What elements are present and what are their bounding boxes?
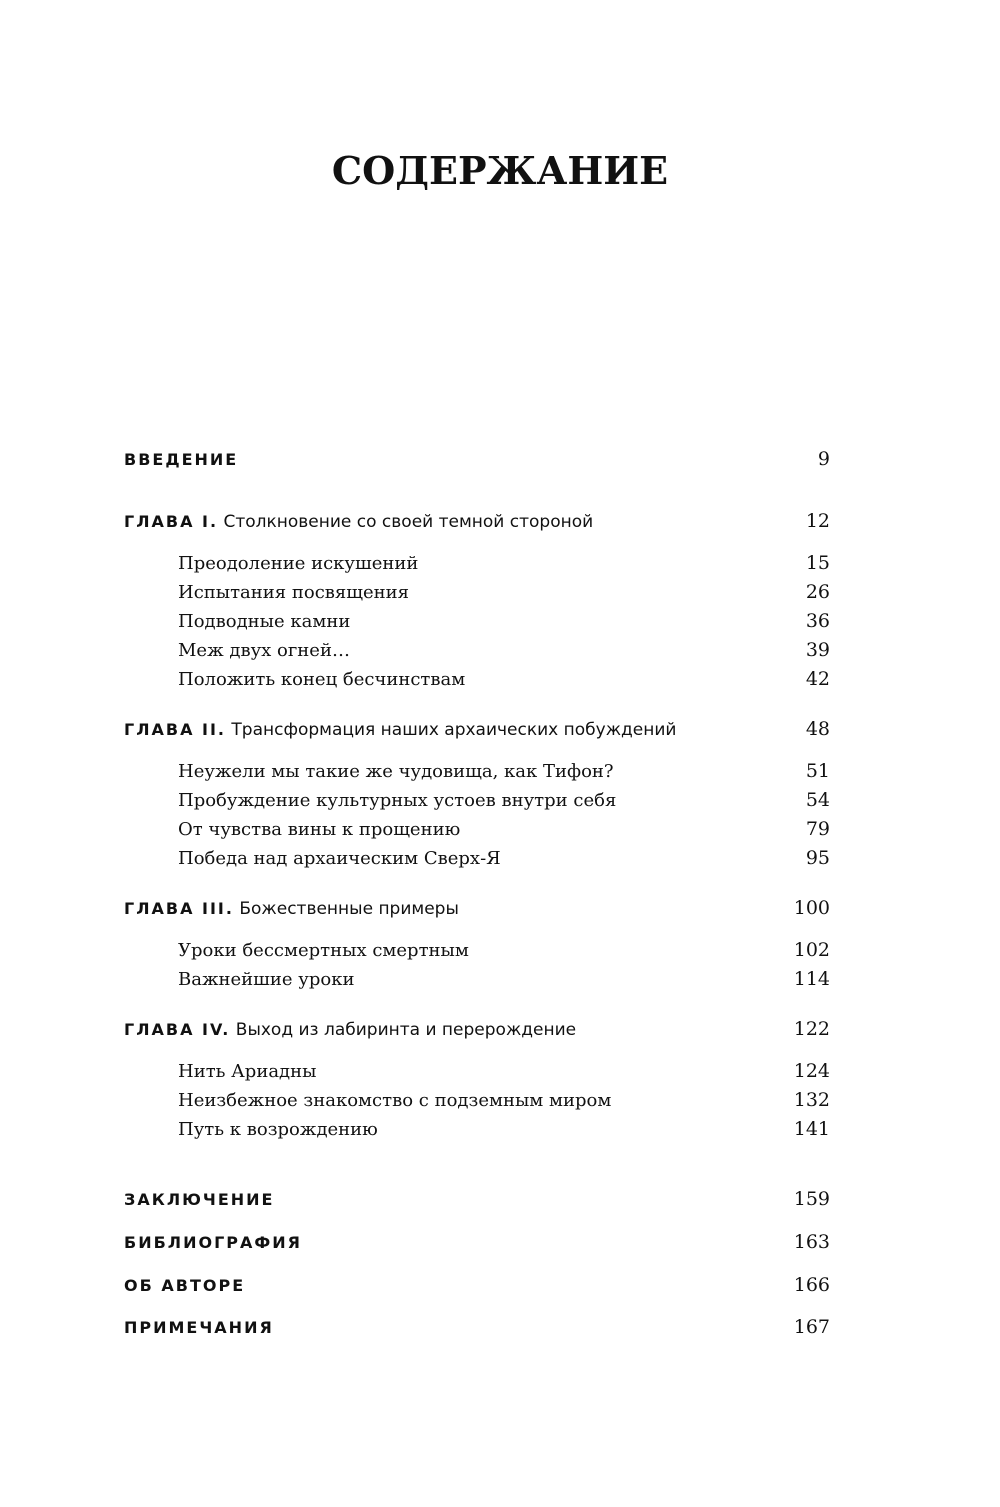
page-number: 124 xyxy=(793,1060,830,1082)
intro-label: ВВЕДЕНИЕ xyxy=(124,450,239,469)
entry-label: ОБ АВТОРЕ xyxy=(124,1276,246,1295)
section-title: Неизбежное знакомство с подземным миром xyxy=(178,1090,612,1111)
section-title: Пробуждение культурных устоев внутри себя xyxy=(178,790,617,811)
toc-entry-section[interactable] xyxy=(178,847,830,877)
entry-label: ПРИМЕЧАНИЯ xyxy=(124,1318,274,1337)
page-number: 163 xyxy=(793,1231,830,1253)
toc-entry-chapter-4[interactable] xyxy=(124,1018,830,1048)
page-number: 54 xyxy=(805,789,830,811)
page-number: 48 xyxy=(805,718,830,740)
toc-title: СОДЕРЖАНИЕ xyxy=(331,148,669,193)
toc-entry-chapter-2[interactable] xyxy=(124,718,830,748)
toc-entry-section[interactable] xyxy=(178,818,830,848)
chapter-title: Выход из лабиринта и перерождение xyxy=(235,1020,577,1040)
page-number: 114 xyxy=(793,968,830,990)
section-title: Меж двух огней… xyxy=(178,640,350,661)
page-number: 159 xyxy=(793,1188,830,1210)
entry-label: ЗАКЛЮЧЕНИЕ xyxy=(124,1190,275,1209)
toc-entry-intro[interactable] xyxy=(124,448,830,478)
toc-entry-section[interactable] xyxy=(178,1089,830,1119)
section-title: От чувства вины к прощению xyxy=(178,819,461,840)
section-title: Положить конец бесчинствам xyxy=(178,669,466,690)
toc-entry-section[interactable] xyxy=(178,610,830,640)
section-title: Нить Ариадны xyxy=(178,1061,317,1082)
page-number: 42 xyxy=(805,668,830,690)
chapter-label: ГЛАВА IV. xyxy=(124,1020,231,1039)
page-number: 39 xyxy=(805,639,830,661)
toc-entry-chapter-1[interactable] xyxy=(124,510,830,540)
page-number: 102 xyxy=(793,939,830,961)
page-number: 100 xyxy=(793,897,830,919)
chapter-label: ГЛАВА III. xyxy=(124,899,234,918)
page-number: 51 xyxy=(805,760,830,782)
chapter-label: ГЛАВА I. xyxy=(124,512,219,531)
section-title: Важнейшие уроки xyxy=(178,969,355,990)
section-title: Преодоление искушений xyxy=(178,553,419,574)
page-number: 122 xyxy=(793,1018,830,1040)
page-number: 132 xyxy=(793,1089,830,1111)
toc-entry-section[interactable] xyxy=(178,939,830,969)
page-number: 15 xyxy=(805,552,830,574)
toc-entry-section[interactable] xyxy=(178,639,830,669)
section-title: Уроки бессмертных смертным xyxy=(178,940,469,961)
toc-entry-section[interactable] xyxy=(178,668,830,698)
page-number: 9 xyxy=(817,448,830,470)
chapter-label: ГЛАВА II. xyxy=(124,720,226,739)
page-number: 141 xyxy=(793,1118,830,1140)
page-number: 166 xyxy=(793,1274,830,1296)
chapter-title: Божественные примеры xyxy=(239,899,459,919)
toc-entry-section[interactable] xyxy=(178,968,830,998)
section-title: Победа над архаическим Сверх-Я xyxy=(178,848,501,869)
section-title: Испытания посвящения xyxy=(178,582,410,603)
toc-entry-bibliography[interactable] xyxy=(124,1231,830,1261)
toc-entry-conclusion[interactable] xyxy=(124,1188,830,1218)
page-number: 79 xyxy=(805,818,830,840)
chapter-title: Трансформация наших архаических побуждений xyxy=(231,720,677,740)
toc-entry-section[interactable] xyxy=(178,552,830,582)
section-title: Подводные камни xyxy=(178,611,351,632)
section-title: Неужели мы такие же чудовища, как Тифон? xyxy=(178,761,614,782)
toc-entry-section[interactable] xyxy=(178,1118,830,1148)
toc-entry-section[interactable] xyxy=(178,1060,830,1090)
page-number: 26 xyxy=(805,581,830,603)
page-number: 95 xyxy=(805,847,830,869)
entry-label: БИБЛИОГРАФИЯ xyxy=(124,1233,302,1252)
page-number: 36 xyxy=(805,610,830,632)
section-title: Путь к возрождению xyxy=(178,1119,378,1140)
page-number: 167 xyxy=(793,1316,830,1338)
toc-entry-notes[interactable] xyxy=(124,1316,830,1346)
toc-entry-section[interactable] xyxy=(178,581,830,611)
toc-entry-chapter-3[interactable] xyxy=(124,897,830,927)
toc-entry-about-author[interactable] xyxy=(124,1274,830,1304)
page-number: 12 xyxy=(805,510,830,532)
toc-entry-section[interactable] xyxy=(178,760,830,790)
toc-entry-section[interactable] xyxy=(178,789,830,819)
chapter-title: Столкновение со своей темной стороной xyxy=(223,512,594,532)
